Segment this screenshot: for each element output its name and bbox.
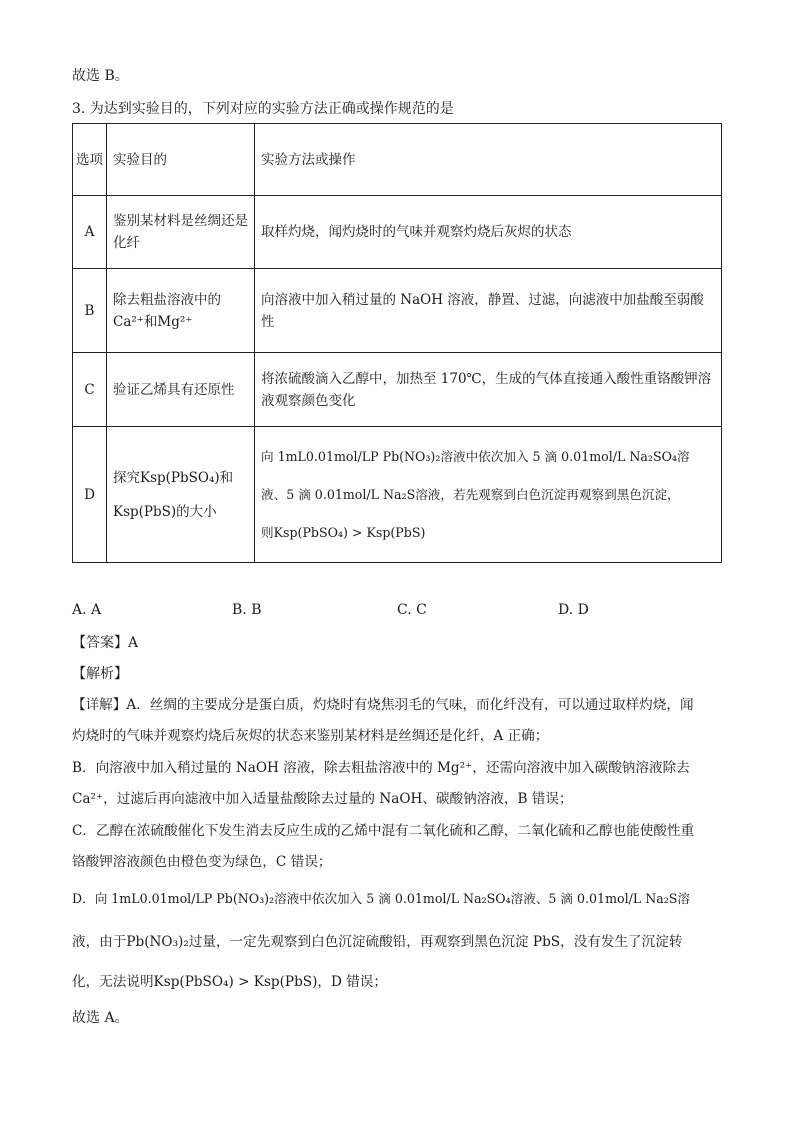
row-method-line: 则Ksp(PbSO₄) > Ksp(PbS): [261, 524, 426, 540]
answer: 【答案】A: [72, 635, 139, 651]
option-b[interactable]: B. B: [232, 602, 262, 618]
question-stem: 3. 为达到实验目的，下列对应的实验方法正确或操作规范的是: [72, 101, 454, 117]
experiment-table: [72, 123, 722, 563]
explain-b-line1: B．向溶液中加入稍过量的 NaOH 溶液，除去粗盐溶液中的 Mg²⁺，还需向溶液中加入碳酸钠溶液除去: [72, 760, 690, 776]
option-a[interactable]: A. A: [72, 602, 102, 618]
header-option: 选项: [73, 124, 107, 196]
option-d[interactable]: D. D: [558, 602, 589, 618]
table-row: [73, 353, 722, 427]
row-purpose: 鉴别某材料是丝绸还是化纤: [107, 196, 255, 269]
explain-c-line2: 铬酸钾溶液颜色由橙色变为绿色，C 错误；: [72, 854, 332, 870]
row-purpose-line: 除去粗盐溶液中的: [113, 291, 221, 308]
row-purpose: 验证乙烯具有还原性: [107, 353, 255, 427]
row-method: 取样灼烧，闻灼烧时的气味并观察灼烧后灰烬的状态: [255, 196, 722, 269]
row-method: 向溶液中加入稍过量的 NaOH 溶液，静置、过滤，向滤液中加盐酸至弱酸性: [255, 269, 722, 353]
table-row: [73, 427, 722, 563]
row-method-line: 向 1mL0.01mol/LP Pb(NO₃)₂溶液中依次加入 5 滴 0.01mol/L Na₂SO₄溶: [261, 448, 690, 464]
row-purpose: [107, 427, 255, 563]
explain-a-line1: 【详解】A．丝绸的主要成分是蛋白质，灼烧时有烧焦羽毛的气味，而化纤没有，可以通过取样灼烧，闻: [72, 697, 694, 713]
row-purpose: [107, 269, 255, 353]
answer-options: [72, 602, 722, 622]
option-c[interactable]: C. C: [397, 602, 427, 618]
row-label: B: [73, 269, 107, 353]
row-label: D: [73, 427, 107, 563]
explain-c-line1: C．乙醇在浓硫酸催化下发生消去反应生成的乙烯中混有二氧化硫和乙醇，二氧化硫和乙醇也能使酸性重: [72, 823, 695, 839]
row-label: A: [73, 196, 107, 269]
row-purpose-line: Ca²⁺和Mg²⁺: [113, 313, 193, 330]
row-method: 将浓硫酸滴入乙醇中，加热至 170℃，生成的气体直接通入酸性重铬酸钾溶液观察颜色变化: [255, 353, 722, 427]
table-row: [73, 269, 722, 353]
header-method: 实验方法或操作: [255, 124, 722, 196]
row-method-line: 液、5 滴 0.01mol/L Na₂S溶液，若先观察到白色沉淀再观察到黑色沉淀，: [261, 486, 680, 502]
header-purpose: 实验目的: [107, 124, 255, 196]
table-header-row: [73, 124, 722, 196]
row-purpose-line: Ksp(PbS)的大小: [113, 503, 217, 520]
final-conclusion: 故选 A。: [72, 1010, 129, 1026]
explain-d-line3: 化，无法说明Ksp(PbSO₄) > Ksp(PbS)，D 错误；: [72, 974, 387, 990]
explain-b-line2: Ca²⁺，过滤后再向滤液中加入适量盐酸除去过量的 NaOH、碳酸钠溶液，B 错误；: [72, 791, 573, 807]
table-row: [73, 196, 722, 269]
explain-d-line1: D．向 1mL0.01mol/LP Pb(NO₃)₂溶液中依次加入 5 滴 0.01mol/L Na₂SO₄溶液、5 滴 0.01mol/L Na₂S溶: [72, 891, 691, 906]
previous-conclusion: 故选 B。: [72, 68, 129, 84]
analysis-title: 【解析】: [72, 666, 128, 682]
row-purpose-line: 探究Ksp(PbSO₄)和: [113, 469, 234, 486]
explain-a-line2: 灼烧时的气味并观察灼烧后灰烬的状态来鉴别某材料是丝绸还是化纤，A 正确；: [72, 728, 549, 744]
row-label: C: [73, 353, 107, 427]
row-method: [255, 427, 722, 563]
explain-d-line2: 液，由于Pb(NO₃)₂过量，一定先观察到白色沉淀硫酸铅，再观察到黑色沉淀 PbS，没有发生了沉淀转: [72, 934, 683, 950]
